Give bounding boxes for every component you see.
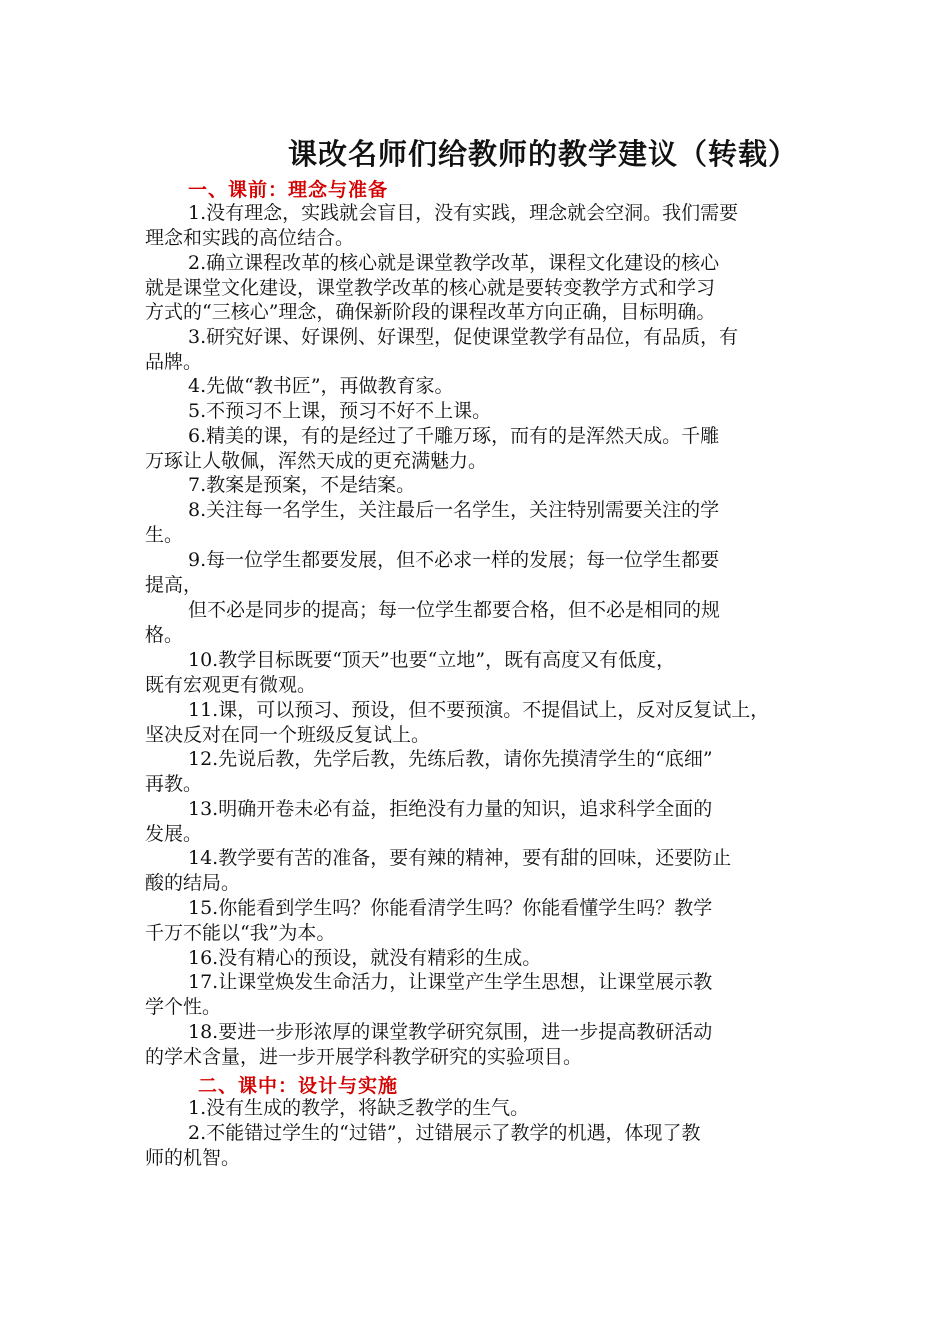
section-heading-2: 二、课中：设计与实施 (198, 1075, 399, 1097)
paragraph-line: 12.先说后教，先学后教，先练后教，请你先摸清学生的“底细” (188, 748, 713, 770)
paragraph-line: 品牌。 (145, 351, 203, 373)
paragraph-line: 17.让课堂焕发生命活力，让课堂产生学生思想，让课堂展示教 (188, 971, 713, 993)
paragraph-line: 18.要进一步形浓厚的课堂教学研究氛围，进一步提高教研活动 (188, 1021, 713, 1043)
paragraph-line: 既有宏观更有微观。 (145, 674, 317, 696)
paragraph-line: 就是课堂文化建设，课堂教学改革的核心就是要转变教学方式和学习 (145, 277, 716, 299)
paragraph-line: 酸的结局。 (145, 872, 241, 894)
paragraph-line: 理念和实践的高位结合。 (145, 227, 355, 249)
paragraph-line: 但不必是同步的提高；每一位学生都要合格，但不必是相同的规 (188, 599, 721, 621)
paragraph-line: 再教。 (145, 773, 203, 795)
paragraph-line: 8.关注每一名学生，关注最后一名学生，关注特别需要关注的学 (188, 499, 720, 521)
paragraph-line: 生。 (145, 524, 184, 546)
document-title: 课改名师们给教师的教学建议（转载） (288, 137, 799, 171)
paragraph-line: 4.先做“教书匠”，再做教育家。 (188, 375, 454, 397)
paragraph-line: 千万不能以“我”为本。 (145, 922, 336, 944)
paragraph-line: 14.教学要有苦的准备，要有辣的精神，要有甜的回味，还要防止 (188, 847, 732, 869)
paragraph-line: 学个性。 (145, 996, 222, 1018)
paragraph-line: 7.教案是预案，不是结案。 (188, 474, 416, 496)
paragraph-line: 师的机智。 (145, 1147, 241, 1169)
paragraph-line: 格。 (145, 624, 184, 646)
paragraph-line: 15.你能看到学生吗？你能看清学生吗？你能看懂学生吗？教学 (188, 897, 713, 919)
paragraph-line: 5.不预习不上课，预习不好不上课。 (188, 400, 492, 422)
paragraph-line: 的学术含量，进一步开展学科教学研究的实验项目。 (145, 1046, 583, 1068)
paragraph-line: 3.研究好课、好课例、好课型，促使课堂教学有品位，有品质，有 (188, 326, 739, 348)
paragraph-line: 万琢让人敬佩，浑然天成的更充满魅力。 (145, 450, 488, 472)
paragraph-line: 发展。 (145, 823, 203, 845)
paragraph-line: 2.确立课程改革的核心就是课堂教学改革，课程文化建设的核心 (188, 252, 720, 274)
paragraph-line: 16.没有精心的预设，就没有精彩的生成。 (188, 947, 542, 969)
paragraph-line: 1.没有理念，实践就会盲目，没有实践，理念就会空洞。我们需要 (188, 202, 739, 224)
paragraph-line: 9.每一位学生都要发展，但不必求一样的发展；每一位学生都要 (188, 549, 720, 571)
section-heading-1: 一、课前：理念与准备 (188, 179, 389, 201)
paragraph-line: 坚决反对在同一个班级反复试上。 (145, 724, 431, 746)
paragraph-line: 10.教学目标既要“顶天”也要“立地”，既有高度又有低度， (188, 649, 676, 671)
paragraph-line: 11.课，可以预习、预设，但不要预演。不提倡试上，反对反复试上， (188, 699, 770, 721)
paragraph-line: 方式的“三核心”理念，确保新阶段的课程改革方向正确，目标明确。 (145, 301, 716, 323)
paragraph-line: 6.精美的课，有的是经过了千雕万琢，而有的是浑然天成。千雕 (188, 425, 720, 447)
paragraph-line: 提高， (145, 574, 203, 596)
paragraph-line: 2.不能错过学生的“过错”，过错展示了教学的机遇，体现了教 (188, 1122, 701, 1144)
paragraph-line: 13.明确开卷未必有益，拒绝没有力量的知识，追求科学全面的 (188, 798, 713, 820)
paragraph-line: 1.没有生成的教学，将缺乏教学的生气。 (188, 1097, 530, 1119)
